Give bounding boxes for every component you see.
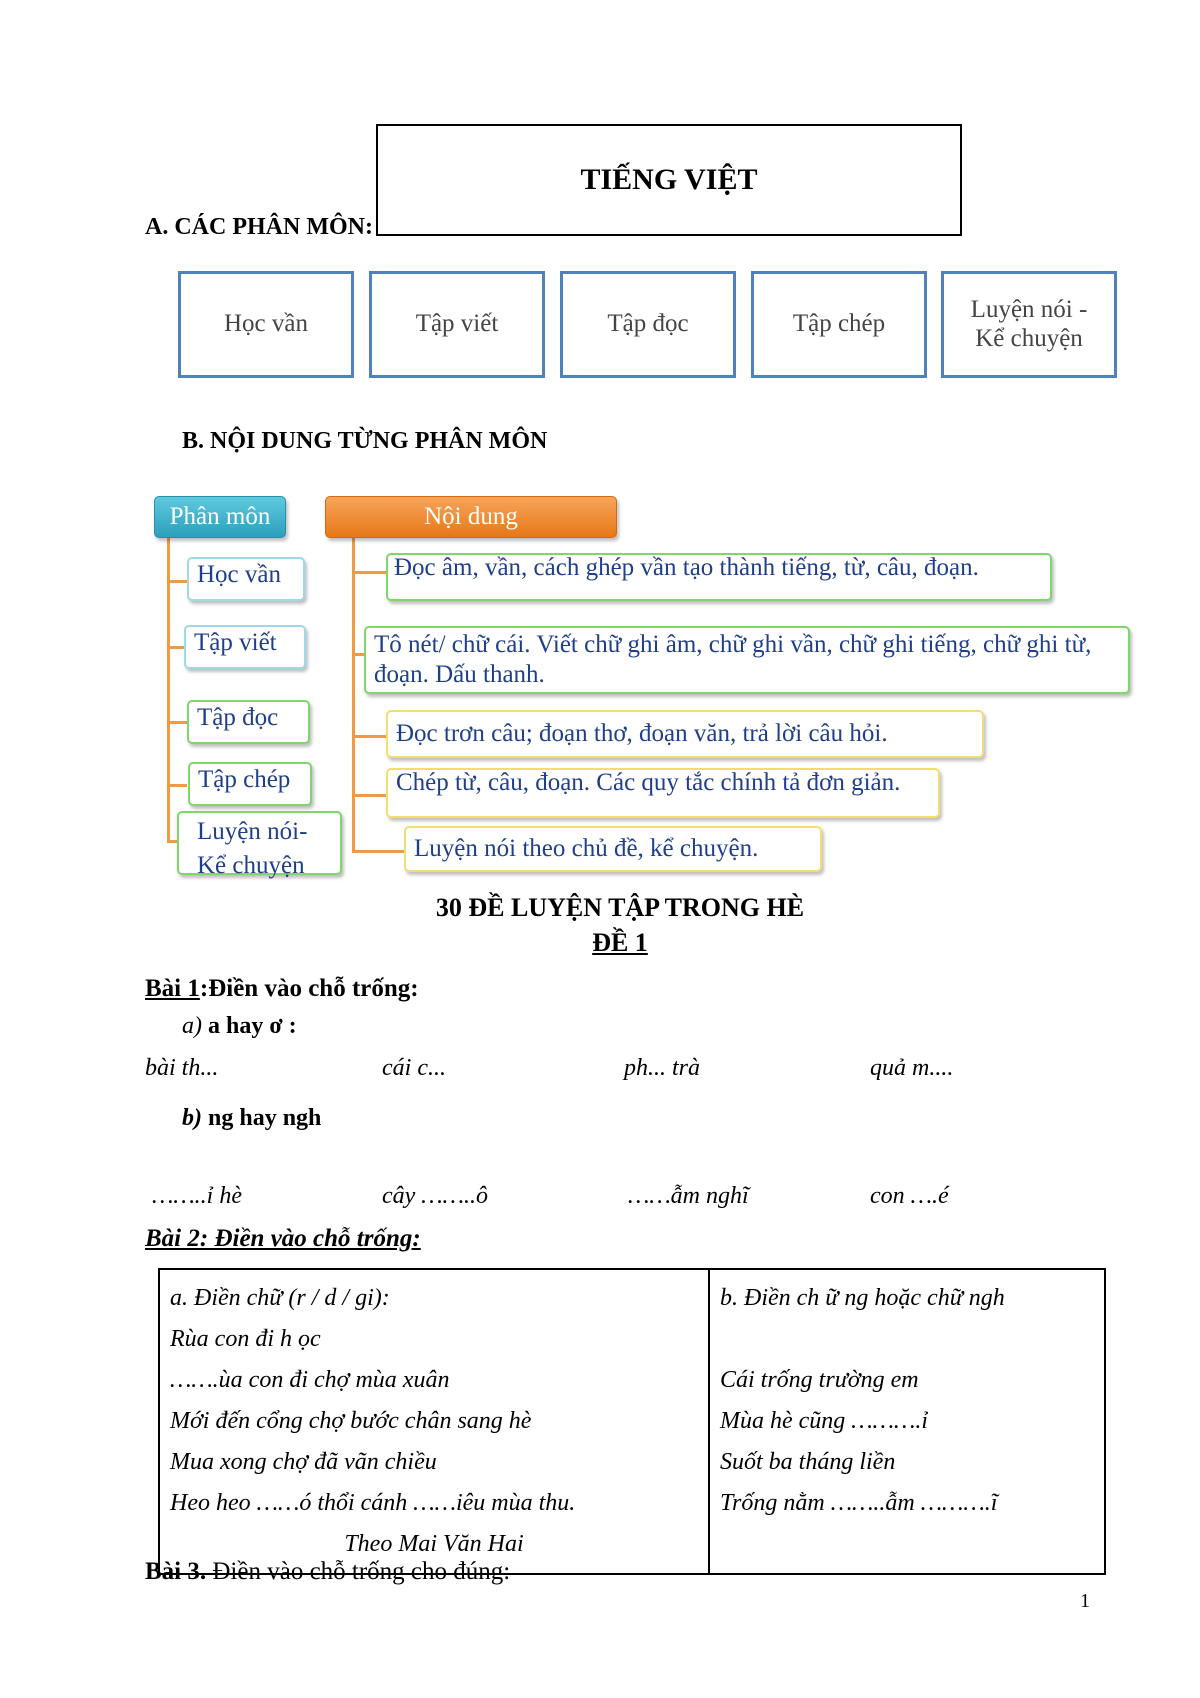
content-connector [352,850,404,853]
bai1-part-a [182,1013,297,1040]
subject-box-label: Học vần [224,310,308,338]
bai2-left-cell [159,1269,709,1574]
bai2-left-line: Mua xong chợ đã vãn chiều [170,1449,437,1475]
content-connector [352,653,364,656]
bai3-heading-number: Bài 3. [145,1558,207,1585]
bai2-right-line: Suốt ba tháng liền [720,1449,896,1475]
content-item-hoc-van: Đọc âm, vần, cách ghép vần tạo thành tiếng, từ, câu, đoạn. [386,553,1052,601]
bai1-part-b-text: ng hay ngh [208,1105,322,1131]
subject-item-tap-viet: Tập viết [184,625,306,669]
content-item-luyen-noi: Luyện nói theo chủ đề, kể chuyện. [404,826,822,872]
bai1-a-item: ph... trà [624,1055,701,1081]
bai2-author: Theo Mai Văn Hai [344,1531,524,1557]
subject-box-label: Tập viết [415,310,499,338]
bai2-right-cell [709,1269,1105,1574]
bai1-b-item: ……ẫm nghĩ [628,1183,749,1209]
subject-item-tap-chep: Tập chép [188,762,312,806]
subject-box-luyen-noi [941,271,1117,378]
practice-subtitle: ĐỀ 1 [592,928,648,957]
bai1-heading-text: :Điền vào chỗ trống: [199,975,419,1002]
bai1-a-item: cái c... [382,1055,446,1081]
bai2-left-line: Rùa con đi h ọc [170,1326,321,1352]
bai1-b-item: con ….é [870,1183,949,1209]
content-item-tap-chep: Chép từ, câu, đoạn. Các quy tắc chính tả đơn giản. [386,768,940,818]
subject-connector [167,721,187,724]
subject-box-tap-chep [751,271,927,378]
bai1-part-a-label: a) [182,1013,202,1039]
subject-item-luyen-noi: Luyện nói- Kể chuyện [177,811,342,875]
subject-item-hoc-van: Học vần [187,557,305,601]
bai3-heading [145,1558,510,1586]
bai1-part-b [182,1105,321,1132]
bai2-right-line: Mùa hè cũng ……….ỉ [720,1408,928,1434]
subject-connector [167,580,187,583]
title-box [376,124,962,236]
content-item-tap-doc: Đọc trơn câu; đoạn thơ, đoạn văn, trả lời câu hỏi. [386,710,984,758]
section-a-label: A. CÁC PHÂN MÔN: [145,214,373,240]
content-item-tap-viet: Tô nét/ chữ cái. Viết chữ ghi âm, chữ ghi vần, chữ ghi tiếng, chữ ghi từ, đoạn. Dấu thanh. [364,626,1130,694]
bai3-heading-text: Điền vào chỗ trống cho đúng: [206,1558,511,1585]
bai2-left-line: Mới đến cổng chợ bước chân sang hè [170,1408,532,1434]
subject-box-label: Tập đọc [607,310,689,338]
bai2-left-title: a. Điền chữ (r / d / gi): [170,1285,390,1311]
bai2-right-line: Trống nằm ……..ẫm ……….ĩ [720,1490,998,1516]
content-connector [352,794,386,797]
bai1-heading [145,975,419,1003]
bai2-right-line: Cái trống trường em [720,1367,919,1393]
bai2-left-line: Heo heo ……ó thổi cánh ……iêu mùa thu. [170,1490,576,1516]
subject-box-hoc-van [178,271,354,378]
subject-connector [167,840,177,843]
bai2-heading: Bài 2: Điền vào chỗ trống: [145,1225,421,1252]
page-number: 1 [1080,1590,1090,1612]
subject-item-tap-doc: Tập đọc [187,700,310,744]
content-connector-trunk [352,537,355,852]
subject-box-label: Tập chép [792,310,886,338]
content-connector [352,571,386,574]
subject-title: TIẾNG VIỆT [580,163,758,196]
bai1-part-a-text: a hay ơ : [208,1013,297,1039]
bai1-b-item: ……..ỉ hè [152,1183,242,1209]
content-connector [352,735,386,738]
section-b-label: B. NỘI DUNG TỪNG PHÂN MÔN [182,428,548,454]
header-noi-dung: Nội dung [325,496,617,538]
bai2-right-line [720,1319,1094,1360]
bai1-a-item: bài th... [145,1055,219,1081]
bai2-left-line: …….ùa con đi chợ mùa xuân [170,1367,450,1393]
subject-box-tap-viet [369,271,545,378]
bai1-b-item: cây ……..ô [382,1183,488,1209]
practice-title: 30 ĐỀ LUYỆN TẬP TRONG HÈ [435,893,805,922]
header-phan-mon: Phân môn [154,496,286,538]
bai1-part-b-label: b) [182,1105,202,1131]
bai2-table [158,1268,1106,1575]
bai1-a-item: quả m.... [870,1055,954,1081]
bai1-heading-number: Bài 1 [145,975,200,1002]
bai2-right-title: b. Điền ch ữ ng hoặc chữ ngh [720,1285,1005,1311]
subject-connector [167,784,187,787]
subject-box-label: Luyện nói - Kể chuyện [970,295,1088,352]
subject-box-tap-doc [560,271,736,378]
